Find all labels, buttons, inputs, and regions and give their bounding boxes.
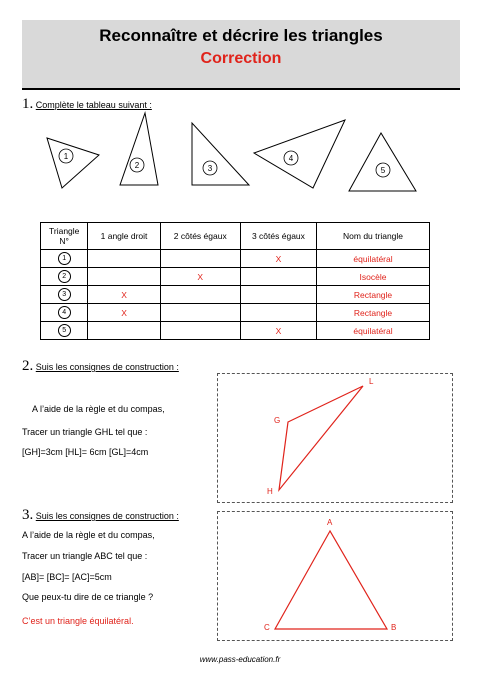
triangle-4-number: 4 xyxy=(288,154,294,163)
cell-angle-droit xyxy=(88,322,160,340)
col-header-deux-cotes: 2 côtés égaux xyxy=(160,223,240,250)
cell-angle-droit: X xyxy=(88,286,160,304)
question-1-instruction: Complète le tableau suivant : xyxy=(35,100,152,110)
question-3-heading xyxy=(22,507,179,524)
cell-nom: Rectangle xyxy=(317,286,430,304)
table-row xyxy=(41,268,430,286)
question-3-line-2: Tracer un triangle ABC tel que : xyxy=(22,551,148,561)
cell-deux-cotes xyxy=(160,250,240,268)
table-header-row xyxy=(41,223,430,250)
col-header-angle-droit: 1 angle droit xyxy=(88,223,160,250)
table-row xyxy=(41,322,430,340)
row-number: 4 xyxy=(58,306,71,319)
triangle-4 xyxy=(254,120,345,188)
cell-nom: équilatéral xyxy=(317,322,430,340)
title-banner xyxy=(22,20,460,90)
cell-deux-cotes xyxy=(160,322,240,340)
cell-deux-cotes xyxy=(160,304,240,322)
cell-angle-droit: X xyxy=(88,304,160,322)
cell-angle-droit xyxy=(88,268,160,286)
vertex-label-l: L xyxy=(369,377,374,386)
cell-angle-droit xyxy=(88,250,160,268)
col-header-nom: Nom du triangle xyxy=(317,223,430,250)
triangles-figure xyxy=(0,105,480,200)
question-2-heading xyxy=(22,358,179,375)
table-row xyxy=(41,304,430,322)
cell-deux-cotes xyxy=(160,286,240,304)
row-number: 3 xyxy=(58,288,71,301)
page-subtitle: Correction xyxy=(200,50,282,67)
question-1-number: 1. xyxy=(22,96,34,112)
col-header-triangle: Triangle N° xyxy=(41,223,88,250)
question-3-number: 3. xyxy=(22,507,34,523)
cell-nom: Isocèle xyxy=(317,268,430,286)
col-header-trois-cotes: 3 côtés égaux xyxy=(240,223,316,250)
vertex-label-c: C xyxy=(264,623,270,632)
vertex-label-b: B xyxy=(391,623,397,632)
question-2-number: 2. xyxy=(22,358,34,374)
question-3-line-1: A l’aide de la règle et du compas, xyxy=(22,530,155,540)
question-2-instruction: Suis les consignes de construction : xyxy=(35,362,179,372)
question-2-line-3: [GH]=3cm [HL]= 6cm [GL]=4cm xyxy=(22,447,149,457)
triangle-1 xyxy=(47,138,99,188)
question-3-line-3: [AB]= [BC]= [AC]=5cm xyxy=(22,572,112,582)
triangle-abc xyxy=(275,531,387,629)
table-row xyxy=(41,286,430,304)
table-row xyxy=(41,250,430,268)
question-2-line-1: A l’aide de la règle et du compas, xyxy=(32,404,165,414)
triangle-ghl xyxy=(279,386,363,490)
row-number: 2 xyxy=(58,270,71,283)
triangle-2 xyxy=(120,113,158,185)
cell-trois-cotes: X xyxy=(240,250,316,268)
row-number: 1 xyxy=(58,252,71,265)
triangle-ghl-figure xyxy=(217,373,453,503)
cell-deux-cotes: X xyxy=(160,268,240,286)
triangle-3-number: 3 xyxy=(207,164,213,173)
vertex-label-a: A xyxy=(327,518,333,527)
question-3-line-4: Que peux-tu dire de ce triangle ? xyxy=(22,592,154,602)
cell-trois-cotes xyxy=(240,304,316,322)
cell-nom: Rectangle xyxy=(317,304,430,322)
triangle-5-number: 5 xyxy=(380,166,386,175)
question-3-answer: C’est un triangle équilatéral. xyxy=(22,616,134,626)
triangles-table xyxy=(40,222,430,340)
question-3-instruction: Suis les consignes de construction : xyxy=(35,511,179,521)
cell-nom: équilatéral xyxy=(317,250,430,268)
triangle-abc-figure xyxy=(217,511,453,641)
footer-url: www.pass-education.fr xyxy=(199,655,281,664)
triangle-1-number: 1 xyxy=(63,152,69,161)
cell-trois-cotes xyxy=(240,268,316,286)
cell-trois-cotes xyxy=(240,286,316,304)
cell-trois-cotes: X xyxy=(240,322,316,340)
vertex-label-h: H xyxy=(267,487,273,496)
row-number: 5 xyxy=(58,324,71,337)
triangle-3 xyxy=(192,123,249,185)
triangle-2-number: 2 xyxy=(134,161,140,170)
triangle-5 xyxy=(349,133,416,191)
question-2-line-2: Tracer un triangle GHL tel que : xyxy=(22,427,148,437)
vertex-label-g: G xyxy=(274,416,281,425)
page-title: Reconnaître et décrire les triangles xyxy=(99,26,383,45)
